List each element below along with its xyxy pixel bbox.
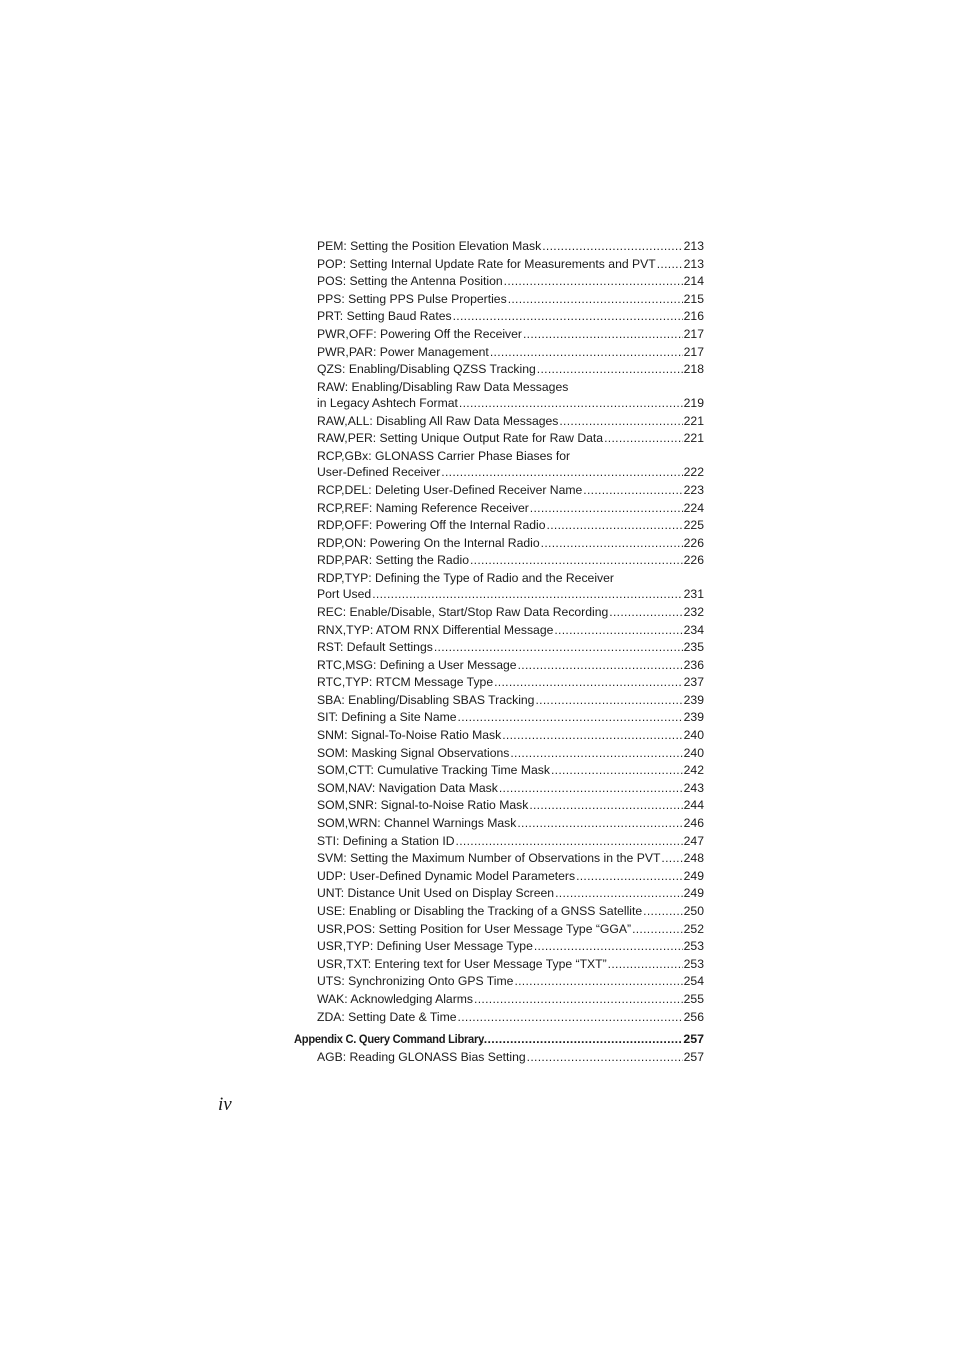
- toc-entry-page: 249: [683, 886, 704, 901]
- toc-entry[interactable]: [294, 657, 704, 675]
- toc-entry-page: 255: [683, 991, 704, 1006]
- toc-entry[interactable]: [294, 709, 704, 727]
- toc-entry-page: 239: [683, 692, 704, 707]
- toc-entry-title: STI: Defining a Station ID: [317, 833, 455, 848]
- page-number: iv: [218, 1094, 232, 1115]
- toc-entry-page: 221: [683, 413, 704, 428]
- toc-entry-title: RNX,TYP: ATOM RNX Differential Message: [317, 622, 554, 637]
- toc-entry-title: QZS: Enabling/Disabling QZSS Tracking: [317, 362, 536, 377]
- dot-leader: [518, 657, 683, 675]
- toc-entry-title-continued: Port Used: [317, 586, 372, 601]
- dot-leader: [517, 815, 682, 833]
- toc-entry-title: WAK: Acknowledging Alarms: [317, 991, 474, 1006]
- dot-leader: [490, 344, 683, 362]
- toc-entry-page: 217: [683, 344, 704, 359]
- toc-entry-page: 244: [683, 798, 704, 813]
- dot-leader: [541, 535, 683, 553]
- toc-entry-page: 250: [683, 904, 704, 918]
- dot-leader: [523, 326, 683, 344]
- toc-entry-title: SNM: Signal-To-Noise Ratio Mask: [317, 728, 502, 743]
- dot-leader: [555, 885, 683, 903]
- toc-entry-page: 218: [683, 362, 704, 377]
- toc-entry-title: RDP,OFF: Powering Off the Internal Radio: [317, 518, 546, 533]
- toc-entry-title: USR,POS: Setting Position for User Message Type “GGA”: [317, 921, 632, 936]
- toc-entry[interactable]: [294, 762, 704, 780]
- toc-entry[interactable]: [294, 692, 704, 710]
- toc-entry-page: 252: [683, 921, 704, 936]
- toc-entry-page: 216: [683, 309, 704, 324]
- toc-entry[interactable]: [294, 938, 704, 956]
- toc-entry-title: UTS: Synchronizing Onto GPS Time: [317, 974, 514, 989]
- toc-entry[interactable]: [294, 361, 704, 379]
- toc-entry-page: 226: [683, 553, 704, 568]
- dot-leader: [609, 604, 682, 622]
- toc-entry-page: 236: [683, 657, 704, 672]
- dot-leader: [551, 762, 683, 780]
- dot-leader: [434, 639, 683, 657]
- toc-entry[interactable]: [294, 604, 704, 622]
- dot-leader: [661, 850, 682, 868]
- toc-appendix-heading[interactable]: [294, 1029, 704, 1049]
- toc-entry-title-block: [317, 379, 704, 412]
- toc-entry[interactable]: [294, 797, 704, 815]
- toc-entry-page: 214: [683, 274, 704, 289]
- toc-entry-page: 248: [683, 851, 704, 866]
- toc-entry-page: 215: [683, 291, 704, 306]
- toc-entry[interactable]: [294, 921, 704, 939]
- toc-entry-page: 217: [683, 326, 704, 341]
- toc-entry-page: 221: [683, 431, 704, 446]
- dot-leader: [529, 797, 682, 815]
- toc-entry-title: RDP,TYP: Defining the Type of Radio and the Receiver: [317, 570, 614, 585]
- toc-entry[interactable]: [294, 674, 704, 692]
- toc-entry[interactable]: [294, 868, 704, 886]
- toc-entry-page: 213: [683, 239, 704, 253]
- toc-entry-title: SOM,SNR: Signal-to-Noise Ratio Mask: [317, 798, 529, 813]
- toc-entry-page: 226: [683, 535, 704, 550]
- toc-entry[interactable]: [294, 903, 704, 921]
- toc-entry-title-continued: in Legacy Ashtech Format: [317, 395, 458, 410]
- dot-leader: [499, 780, 683, 798]
- toc-entry-title: USR,TXT: Entering text for User Message Type “TXT”: [317, 956, 607, 971]
- toc-entry[interactable]: [294, 850, 704, 868]
- toc-entry-title-block: [317, 448, 704, 481]
- toc-entry[interactable]: [294, 256, 704, 274]
- toc-entry-title: SOM: Masking Signal Observations: [317, 745, 510, 760]
- dot-leader: [537, 361, 683, 379]
- dot-leader: [458, 1009, 683, 1027]
- toc-entry[interactable]: [294, 308, 704, 326]
- toc-entry-title: RAW: Enabling/Disabling Raw Data Messages: [317, 379, 569, 394]
- toc-entry-title: RTC,MSG: Defining a User Message: [317, 657, 517, 672]
- dot-leader: [453, 308, 683, 326]
- toc-entry[interactable]: [294, 639, 704, 657]
- toc-entry[interactable]: [294, 1009, 704, 1027]
- toc-entry[interactable]: [294, 1049, 704, 1067]
- toc-entry[interactable]: [294, 273, 704, 291]
- toc-entry-page: 223: [683, 482, 704, 497]
- toc-entry[interactable]: [294, 238, 704, 256]
- toc-entry-title: AGB: Reading GLONASS Bias Setting: [317, 1050, 526, 1065]
- dot-leader: [535, 692, 682, 710]
- dot-leader: [559, 413, 682, 431]
- toc-entry-page: 246: [683, 816, 704, 831]
- toc-entry-page: 247: [683, 833, 704, 848]
- toc-entry-page: 257: [683, 1050, 704, 1065]
- dot-leader: [502, 727, 682, 745]
- toc-entry[interactable]: [294, 326, 704, 344]
- toc-entry-page: 240: [683, 728, 704, 743]
- dot-leader: [542, 238, 682, 256]
- toc-entry[interactable]: [294, 448, 704, 482]
- toc-entry-page: 242: [683, 763, 704, 778]
- dot-leader: [470, 552, 683, 570]
- toc-entry-title: PWR,PAR: Power Management: [317, 344, 489, 359]
- dot-leader: [547, 517, 683, 535]
- toc-entry-title: SOM,CTT: Cumulative Tracking Time Mask: [317, 763, 550, 778]
- toc-entry[interactable]: [294, 344, 704, 362]
- toc-entry-page: 253: [683, 956, 704, 971]
- toc-entry-page: 249: [683, 868, 704, 883]
- toc-entry-continuation: [317, 586, 704, 603]
- toc-entry-page: 224: [683, 500, 704, 515]
- toc-entry-title: RAW,ALL: Disabling All Raw Data Messages: [317, 413, 559, 428]
- toc-entry-title: PPS: Setting PPS Pulse Properties: [317, 291, 507, 306]
- toc-entry-page: 222: [683, 464, 704, 479]
- toc-entry[interactable]: [294, 535, 704, 553]
- toc-entry[interactable]: [294, 570, 704, 604]
- toc-entry-page: 213: [683, 256, 704, 271]
- toc-entry-page: 253: [683, 939, 704, 954]
- dot-leader: [583, 482, 682, 500]
- dot-leader: [530, 500, 683, 518]
- toc-entry-title: UNT: Distance Unit Used on Display Screen: [317, 886, 555, 901]
- toc-entry[interactable]: [294, 973, 704, 991]
- toc-entry-page: 239: [683, 710, 704, 725]
- toc-entry[interactable]: [294, 552, 704, 570]
- toc-entry-title: POP: Setting Internal Update Rate for Measurements and PVT: [317, 256, 656, 271]
- dot-leader: [657, 256, 683, 274]
- toc-entry-continuation: [317, 464, 704, 481]
- toc-entry[interactable]: [294, 815, 704, 833]
- dot-leader: [632, 921, 683, 939]
- toc-entry[interactable]: [294, 833, 704, 851]
- toc-entry-title: PEM: Setting the Position Elevation Mask: [317, 239, 542, 253]
- dot-leader: [441, 464, 682, 481]
- toc-entry[interactable]: [294, 991, 704, 1009]
- toc-entry[interactable]: [294, 517, 704, 535]
- toc-entry[interactable]: [294, 500, 704, 518]
- toc-entry[interactable]: [294, 379, 704, 413]
- toc-entry-title: Appendix C. Query Command Library: [294, 1032, 484, 1047]
- toc-entry-title: SOM,WRN: Channel Warnings Mask: [317, 816, 517, 831]
- toc-entry-page: 240: [683, 745, 704, 760]
- dot-leader: [480, 1029, 682, 1049]
- toc-entry-page: 225: [683, 518, 704, 533]
- toc-entry-page: 231: [683, 586, 704, 601]
- dot-leader: [372, 586, 682, 603]
- toc-entry-title: ZDA: Setting Date & Time: [317, 1009, 457, 1024]
- dot-leader: [459, 395, 683, 412]
- toc-entry-title: USR,TYP: Defining User Message Type: [317, 939, 533, 954]
- toc-entry-title: REC: Enable/Disable, Start/Stop Raw Data Recording: [317, 604, 609, 619]
- toc-entry[interactable]: [294, 413, 704, 431]
- toc-entry[interactable]: [294, 430, 704, 448]
- toc-entry-title: RCP,DEL: Deleting User-Defined Receiver Name: [317, 482, 583, 497]
- toc-entry-title: RCP,GBx: GLONASS Carrier Phase Biases for: [317, 448, 571, 463]
- toc-entry-title: RDP,PAR: Setting the Radio: [317, 553, 469, 568]
- dot-leader: [510, 745, 682, 763]
- toc-entry-title: PRT: Setting Baud Rates: [317, 309, 452, 324]
- toc-entry-title: SIT: Defining a Site Name: [317, 710, 457, 725]
- toc-entry[interactable]: [294, 745, 704, 763]
- table-of-contents: [294, 238, 704, 1067]
- dot-leader: [456, 833, 683, 851]
- toc-entry[interactable]: [294, 291, 704, 309]
- toc-entry[interactable]: [294, 780, 704, 798]
- toc-entry-page: 237: [683, 675, 704, 690]
- toc-entry-title: UDP: User-Defined Dynamic Model Parameters: [317, 868, 576, 883]
- toc-entry-page: 234: [683, 622, 704, 637]
- toc-entry-title: SVM: Setting the Maximum Number of Observations in the PVT: [317, 851, 661, 866]
- toc-entry[interactable]: [294, 956, 704, 974]
- dot-leader: [604, 430, 683, 448]
- toc-entry-title: SBA: Enabling/Disabling SBAS Tracking: [317, 692, 535, 707]
- dot-leader: [504, 273, 683, 291]
- toc-entry[interactable]: [294, 727, 704, 745]
- dot-leader: [608, 956, 683, 974]
- dot-leader: [474, 991, 683, 1009]
- dot-leader: [514, 973, 682, 991]
- toc-entry-title: RAW,PER: Setting Unique Output Rate for Raw Data: [317, 431, 604, 446]
- toc-entry[interactable]: [294, 482, 704, 500]
- toc-entry-continuation: [317, 395, 704, 412]
- toc-entry-page: 254: [683, 974, 704, 989]
- toc-entry[interactable]: [294, 622, 704, 640]
- toc-entry-page: 257: [683, 1032, 704, 1047]
- toc-entry[interactable]: [294, 885, 704, 903]
- toc-entry-page: 235: [683, 640, 704, 655]
- toc-entry-title: RTC,TYP: RTCM Message Type: [317, 675, 494, 690]
- dot-leader: [494, 674, 683, 692]
- toc-entry-title: USE: Enabling or Disabling the Tracking of a GNSS Satellite: [317, 904, 643, 918]
- dot-leader: [643, 903, 682, 921]
- toc-entry-title: RCP,REF: Naming Reference Receiver: [317, 500, 529, 515]
- toc-entry-page: 256: [683, 1009, 704, 1024]
- dot-leader: [508, 291, 683, 309]
- dot-leader: [576, 868, 683, 886]
- toc-entry-title: SOM,NAV: Navigation Data Mask: [317, 780, 498, 795]
- toc-entry-title: RDP,ON: Powering On the Internal Radio: [317, 535, 540, 550]
- toc-entry-title: PWR,OFF: Powering Off the Receiver: [317, 326, 522, 341]
- toc-entry-title-continued: User-Defined Receiver: [317, 464, 441, 479]
- toc-entry-title-block: [317, 570, 704, 603]
- dot-leader: [458, 709, 683, 727]
- toc-entry-page: 232: [683, 604, 704, 619]
- toc-entry-page: 219: [683, 395, 704, 410]
- dot-leader: [534, 938, 683, 956]
- toc-entry-title: RST: Default Settings: [317, 640, 433, 655]
- dot-leader: [527, 1049, 683, 1067]
- dot-leader: [554, 622, 682, 640]
- toc-entry-title: POS: Setting the Antenna Position: [317, 274, 503, 289]
- toc-entry-page: 243: [683, 780, 704, 795]
